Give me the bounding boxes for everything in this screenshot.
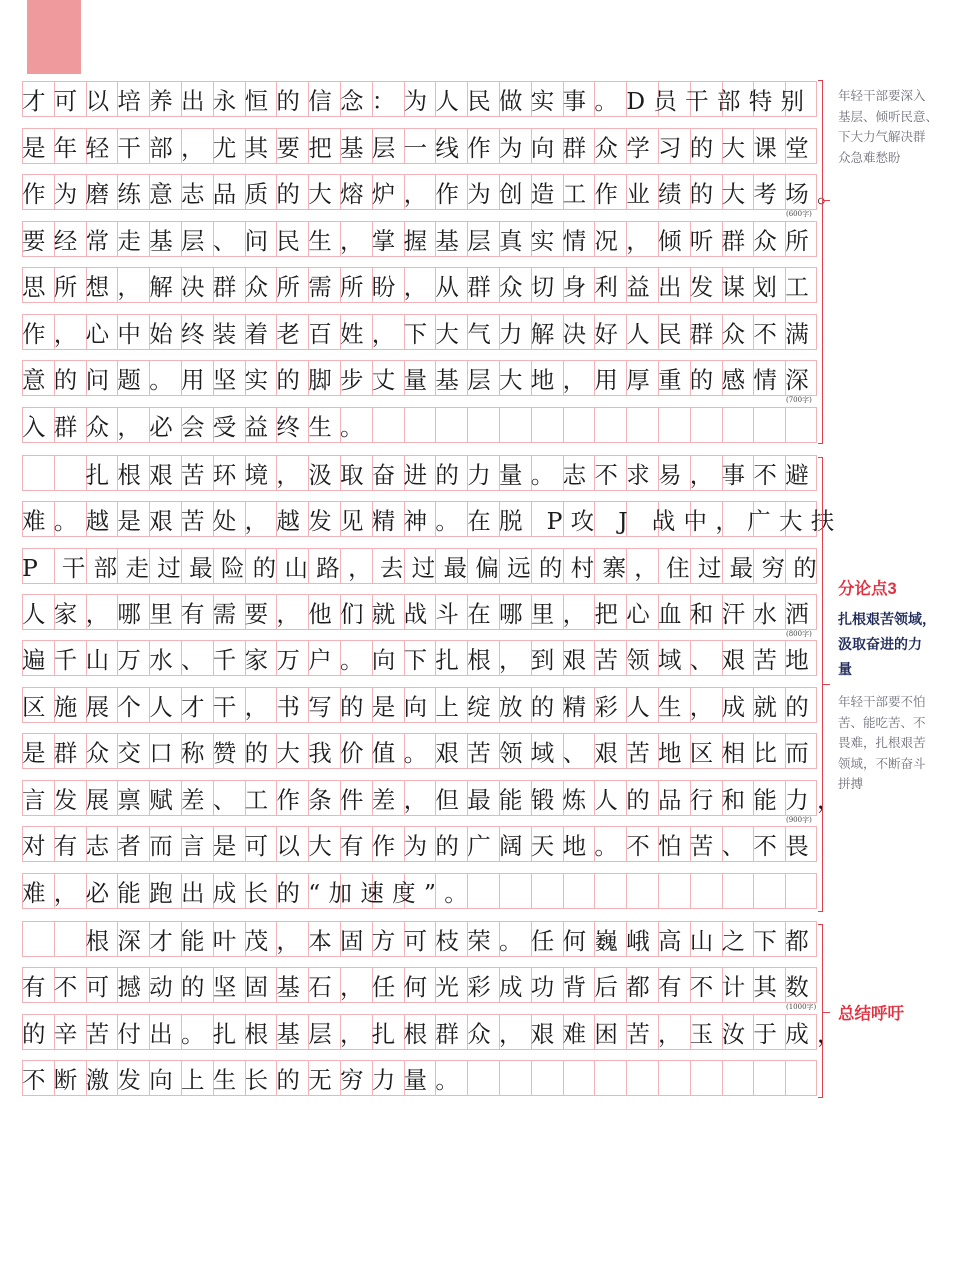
sub-argument-3-note (838, 692, 926, 795)
sub-argument-3-title: 分论点3 (838, 580, 897, 598)
note-line: 年轻干部要不怕 (838, 695, 926, 709)
essay-line: 作，心中始终装着老百姓，下大气力解决好人民群众不满 (22, 320, 817, 348)
essay-line: 是年轻干部，尤其要把基层一线作为向群众学习的大课堂 (22, 134, 817, 162)
word-count-mark: (1000字) (786, 1003, 817, 1011)
heading-line: 汲取奋进的力 (838, 636, 922, 652)
section-bracket-tick-2 (822, 684, 830, 685)
essay-line: 言发展禀赋差、工作条件差，但最能锻炼人的品行和能力， (22, 786, 849, 814)
corner-color-tab (27, 0, 81, 74)
note-line: 领域，不断奋斗 (838, 756, 926, 771)
essay-line: 难。越是艰苦处，越发见精神。在脱 P攻 J 战中，广大扶 (22, 507, 843, 535)
essay-line: 思所想，解决群众所需所盼，从群众切身利益出发谋划工 (22, 273, 817, 301)
word-count-mark: (600字) (786, 210, 812, 218)
essay-line: 区施展个人才干，书写的是向上绽放的精彩人生，成就的 (22, 693, 817, 721)
essay-line: 的辛苦付出。扎根基层，扎根群众，艰难困苦，玉汝于成， (22, 1020, 849, 1048)
section-bracket-1 (818, 80, 823, 444)
essay-line: P 干部走过最险的山路，去过最偏远的村寨，住过最穷的 (22, 554, 826, 582)
essay-line: 是群众交口称赞的大我价值。艰苦领域、艰苦地区相比而 (22, 739, 817, 767)
note-line: 畏难，扎根艰苦 (838, 736, 926, 750)
essay-line: 根深才能叶茂，本固方可枝荣。任何巍峨高山之下都 (22, 927, 817, 955)
note-deep-into-grassroots (838, 86, 938, 168)
essay-line: 意的问题。用坚实的脚步丈量基层大地，用厚重的感情深 (22, 366, 817, 394)
note-line: 众急难愁盼 (838, 150, 901, 165)
word-count-mark: (800字) (786, 630, 812, 638)
note-line: 基层、倾听民意、 (838, 109, 939, 124)
word-count-mark: (700字) (786, 396, 812, 404)
essay-line: 扎根艰苦环境，汲取奋进的力量。志不求易，事不避 (22, 461, 817, 489)
heading-line: 量 (838, 661, 852, 677)
note-line: 拼搏 (838, 777, 864, 791)
essay-line: 对有志者而言是可以大有作为的广阔天地。不怕苦、不畏 (22, 832, 817, 860)
summary-call-title: 总结呼吁 (838, 1005, 904, 1023)
section-bracket-tick-3 (822, 1012, 830, 1013)
heading-line: 扎根艰苦领域， (838, 611, 936, 627)
section-bracket-tick-1 (822, 200, 830, 201)
essay-line: 才可以培养出永恒的信念：为人民做实事。D员干部特别 (22, 87, 813, 115)
essay-line: 要经常走基层、问民生，掌握基层真实情况，倾听群众所 (22, 227, 817, 255)
essay-line: 作为磨练意志品质的大熔炉，作为创造工作业绩的大考场。 (22, 180, 849, 208)
essay-line: 遍千山万水、千家万户。向下扎根，到艰苦领域、艰苦地 (22, 646, 817, 674)
note-line: 苦、能吃苦、不 (838, 715, 926, 730)
section-bracket-3 (818, 924, 823, 1098)
essay-line: 有不可撼动的坚固基石，任何光彩成功背后都有不计其数 (22, 973, 817, 1001)
essay-line: 不断激发向上生长的无穷力量。 (22, 1066, 468, 1094)
sub-argument-3-heading (838, 607, 936, 682)
essay-line: 入群众，必会受益终生。 (22, 413, 372, 441)
essay-line: 难，必能跑出成长的“加速度”。 (22, 879, 477, 907)
word-count-mark: (900字) (786, 816, 812, 824)
note-line: 年轻干部要深入 (838, 89, 926, 103)
essay-grid-paper (22, 80, 849, 1100)
essay-line: 人家，哪里有需要，他们就战斗在哪里，把心血和汗水洒 (22, 600, 817, 628)
note-line: 下大力气解决群 (838, 130, 926, 144)
